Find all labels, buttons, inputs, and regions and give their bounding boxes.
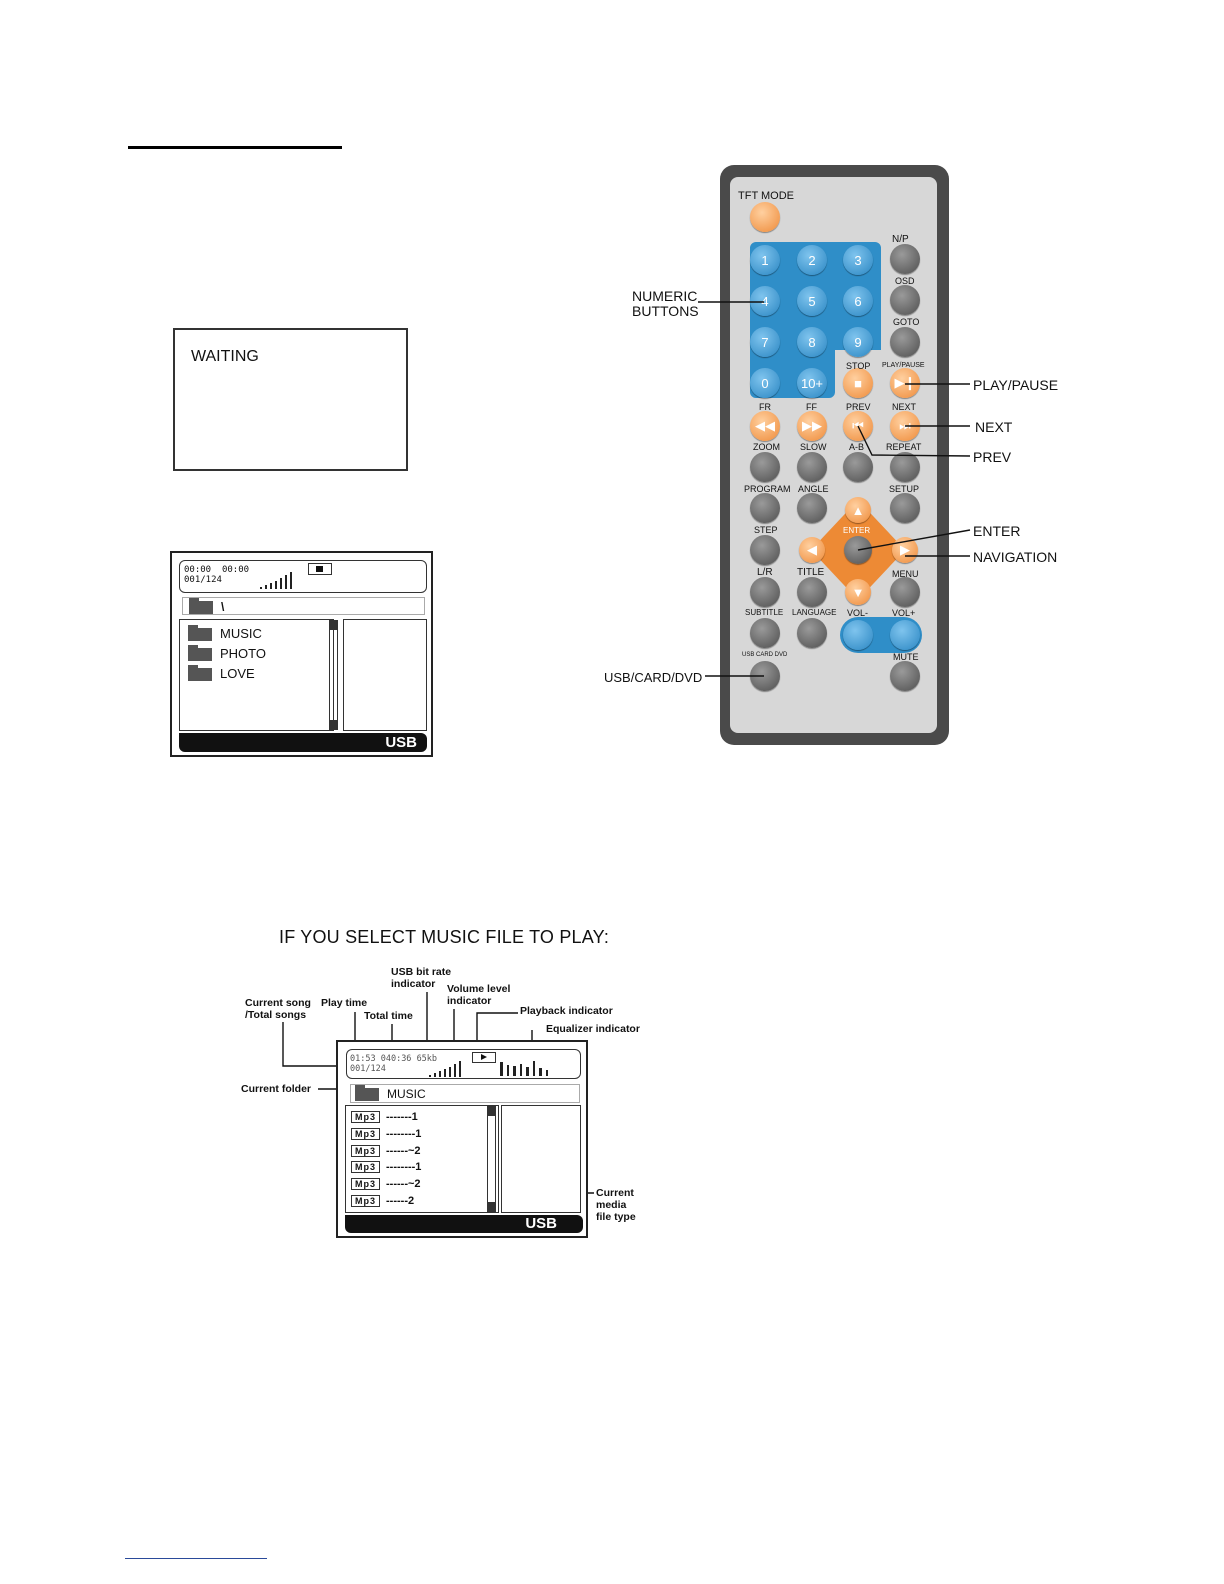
callout-numeric-1: NUMERIC: [632, 288, 698, 304]
numeric-button-8[interactable]: 8: [797, 327, 827, 357]
track-row[interactable]: [351, 1111, 418, 1123]
numeric-button-7[interactable]: 7: [750, 327, 780, 357]
folder-item-music[interactable]: MUSIC: [188, 626, 262, 641]
mp3-file-badge: Mp3: [351, 1111, 380, 1123]
numeric-button-4[interactable]: 4: [750, 286, 780, 316]
mp3-file-badge: Mp3: [351, 1161, 380, 1173]
nav-right-button[interactable]: ▶: [892, 537, 918, 563]
label-program: PROGRAM: [744, 484, 791, 494]
music-media-type: USB: [525, 1215, 557, 1232]
numeric-button-10plus[interactable]: 10+: [797, 368, 827, 398]
label-vol-minus: VOL-: [847, 608, 869, 618]
music-folder-bar: [350, 1084, 580, 1103]
label-zoom: ZOOM: [753, 442, 780, 452]
label-angle: ANGLE: [798, 484, 829, 494]
numeric-button-1[interactable]: 1: [750, 245, 780, 275]
folder-item-photo[interactable]: PHOTO: [188, 646, 266, 661]
music-status-header: [346, 1049, 581, 1079]
music-bitrate: 65kb: [416, 1054, 438, 1064]
anno-current-song: Current song /Total songs: [245, 997, 311, 1021]
callout-play-pause: PLAY/PAUSE: [973, 377, 1059, 393]
next-button[interactable]: ⏭: [890, 411, 920, 441]
track-row[interactable]: [351, 1161, 421, 1173]
callout-numeric-2: BUTTONS: [632, 303, 699, 319]
play-pause-button[interactable]: ▶❙: [890, 368, 920, 398]
track-name: -------1: [386, 1111, 418, 1123]
music-play-time: 01:53: [350, 1054, 376, 1064]
numeric-button-5[interactable]: 5: [797, 286, 827, 316]
music-section-heading: IF YOU SELECT MUSIC FILE TO PLAY:: [279, 927, 610, 947]
track-counter: 001/124: [184, 575, 222, 585]
numeric-button-0[interactable]: 0: [750, 368, 780, 398]
label-title: TITLE: [797, 567, 825, 578]
track-name: --------1: [386, 1161, 422, 1174]
label-enter: ENTER: [843, 526, 871, 535]
mp3-file-badge: Mp3: [351, 1145, 380, 1157]
stop-button[interactable]: ■: [843, 368, 873, 398]
callout-enter: ENTER: [973, 523, 1021, 539]
nav-left-button[interactable]: ◀: [799, 537, 825, 563]
label-ab: A-B: [849, 442, 865, 452]
nav-up-button[interactable]: ▲: [845, 497, 871, 523]
label-menu: MENU: [892, 569, 919, 579]
label-mute: MUTE: [893, 652, 919, 662]
label-slow: SLOW: [800, 442, 827, 452]
music-current-folder: MUSIC: [387, 1087, 426, 1101]
label-prev: PREV: [846, 402, 871, 412]
anno-current-folder: Current folder: [241, 1083, 312, 1095]
media-type: USB: [385, 734, 417, 751]
equalizer-icon: [500, 1060, 548, 1076]
label-np: N/P: [892, 234, 909, 245]
track-name: ------~2: [386, 1178, 421, 1191]
numeric-button-6[interactable]: 6: [843, 286, 873, 316]
anno-play-time: Play time: [321, 997, 368, 1009]
track-name: ------~2: [386, 1144, 421, 1157]
callout-navigation: NAVIGATION: [973, 549, 1058, 565]
footer-rule: [125, 1558, 267, 1559]
callout-next: NEXT: [975, 419, 1013, 435]
label-lr: L/R: [757, 567, 773, 578]
label-play-pause: PLAY/PAUSE: [882, 362, 925, 369]
music-volume-level-icon: [429, 1059, 461, 1077]
anno-volume: Volume level indicator: [447, 983, 511, 1007]
anno-media-type: Current media file type: [596, 1187, 636, 1223]
anno-playback: Playback indicator: [520, 1005, 613, 1017]
fr-button[interactable]: ◀◀: [750, 411, 780, 441]
label-step: STEP: [754, 525, 778, 535]
numeric-button-2[interactable]: 2: [797, 245, 827, 275]
track-list-panel: [345, 1105, 499, 1213]
music-track-counter: 001/124: [350, 1064, 386, 1074]
track-row[interactable]: [351, 1145, 421, 1157]
music-total-time: 040:36: [380, 1054, 412, 1064]
folder-item-love[interactable]: LOVE: [188, 666, 255, 681]
label-fr: FR: [759, 402, 771, 412]
total-time: 00:00: [221, 565, 250, 575]
current-path: \: [221, 600, 225, 614]
label-goto: GOTO: [893, 317, 920, 327]
track-name: --------1: [386, 1127, 422, 1140]
playback-indicator-icon: [472, 1052, 496, 1063]
mp3-file-badge: Mp3: [351, 1178, 380, 1190]
label-repeat: REPEAT: [886, 442, 922, 452]
mp3-file-badge: Mp3: [351, 1195, 380, 1207]
waiting-text: WAITING: [191, 348, 259, 365]
label-next: NEXT: [892, 402, 917, 412]
track-row[interactable]: [351, 1178, 421, 1190]
label-stop: STOP: [846, 361, 871, 371]
label-language: LANGUAGE: [792, 608, 837, 617]
music-scrollbar[interactable]: [487, 1106, 496, 1212]
music-preview-panel: [501, 1105, 581, 1213]
anno-total-time: Total time: [364, 1010, 413, 1022]
label-tft-mode: TFT MODE: [738, 190, 795, 202]
label-setup: SETUP: [889, 484, 920, 494]
label-usb-card-dvd: USB CARD DVD: [742, 652, 788, 658]
numeric-button-9[interactable]: 9: [843, 327, 873, 357]
prev-button[interactable]: ⏮: [843, 411, 873, 441]
music-screen: [336, 1040, 588, 1238]
mp3-file-badge: Mp3: [351, 1128, 380, 1140]
label-vol-plus: VOL+: [892, 608, 916, 618]
music-media-type-bar: [345, 1215, 583, 1233]
anno-equalizer: Equalizer indicator: [546, 1023, 640, 1035]
track-row[interactable]: [351, 1128, 421, 1140]
play-time: 00:00: [184, 565, 212, 575]
callout-usb-card-dvd: USB/CARD/DVD: [604, 670, 703, 685]
track-row[interactable]: [351, 1195, 414, 1207]
label-subtitle: SUBTITLE: [745, 608, 784, 617]
ff-button[interactable]: ▶▶: [797, 411, 827, 441]
callout-prev: PREV: [973, 449, 1012, 465]
track-name: ------2: [386, 1195, 415, 1207]
label-osd: OSD: [895, 276, 915, 286]
folder-icon: [355, 1088, 379, 1101]
label-ff: FF: [806, 402, 817, 412]
nav-down-button[interactable]: ▼: [845, 579, 871, 605]
numeric-button-3[interactable]: 3: [843, 245, 873, 275]
anno-bitrate: USB bit rate indicator: [391, 966, 452, 990]
